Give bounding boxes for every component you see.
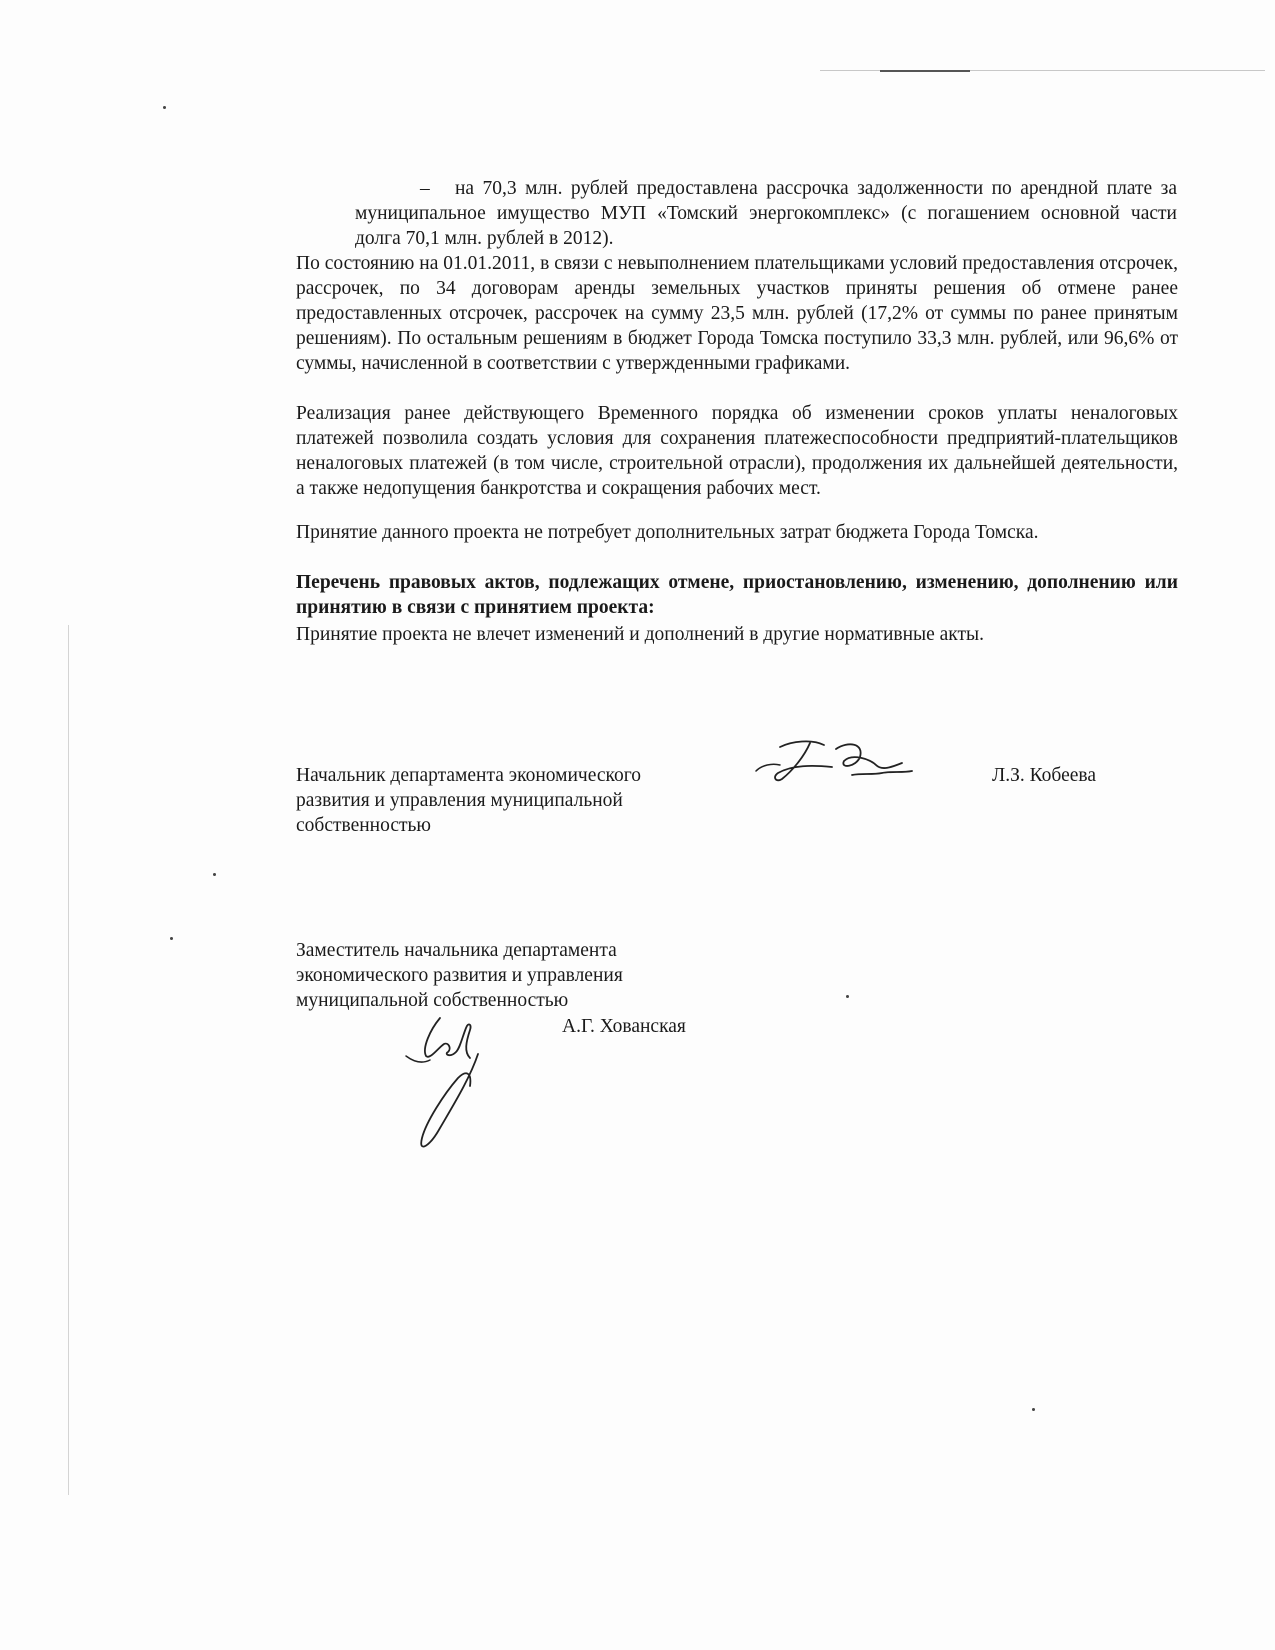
signatory-name-1: Л.З. Кобеева xyxy=(992,765,1096,786)
paragraph-implementation xyxy=(296,401,1178,501)
paragraph-text: Принятие данного проекта не потребует дополнительных затрат бюджета Города Томска. xyxy=(296,522,1039,543)
signature-kobeeva xyxy=(752,735,922,793)
scan-speck xyxy=(163,106,166,109)
signatory-name-2: А.Г. Хованская xyxy=(562,1016,686,1037)
scan-speck xyxy=(213,873,216,876)
signatory-title-1: Начальник департамента экономического развития и управления муниципальной собственностью xyxy=(296,765,642,836)
scan-speck xyxy=(170,937,173,940)
bullet-item xyxy=(355,176,1177,251)
bullet-dash: – xyxy=(420,178,430,199)
legal-acts-heading: Перечень правовых актов, подлежащих отмене, приостановлению, изменению, дополнению или принятию в связи с принятием проекта: xyxy=(296,572,1178,618)
scan-speck xyxy=(846,995,849,998)
paragraph-text: Принятие проекта не влечет изменений и дополнений в другие нормативные акты. xyxy=(296,624,985,645)
scan-artifact-line-dark xyxy=(880,70,970,72)
paragraph-budget xyxy=(296,520,1178,545)
scan-speck xyxy=(1032,1408,1035,1411)
paragraph-text: По состоянию на 01.01.2011, в связи с невыполнением плательщиками условий предоставления отсрочек, рассрочек, по 34 договорам аренды земельных участков приняты решения об отмене ранее предоставленных отсрочек, рассрочек на сумму 23,5 млн. рублей (17,2% от суммы по ранее принятым решениям). По остальным решениям в бюджет Города Томска поступило 33,3 млн. рублей, или 96,6% от суммы, начисленной в соответствии с утвержденными графиками. xyxy=(296,253,1178,374)
bullet-text: на 70,3 млн. рублей предоставлена рассрочка задолженности по арендной плате за муниципальное имущество МУП «Томский энергокомплекс» (с погашением основной части долга 70,1 млн. рублей в 2012). xyxy=(355,178,1177,249)
scan-artifact-edge xyxy=(68,625,69,1495)
paragraph-text: Реализация ранее действующего Временного порядка об изменении сроков уплаты неналоговых платежей позволила создать условия для сохранения платежеспособности предприятий-плательщиков неналоговых платежей (в том числе, строительной отрасли), продолжения их дальнейшей деятельности, а также недопущения банкротства и сокращения рабочих мест. xyxy=(296,403,1178,499)
signature-khovanskaya xyxy=(400,1008,500,1158)
legal-acts-text xyxy=(296,622,1178,647)
paragraph-status xyxy=(296,251,1178,376)
signatory-title-2: Заместитель начальника департамента экономического развития и управления муниципальной собственностью xyxy=(296,940,623,1011)
